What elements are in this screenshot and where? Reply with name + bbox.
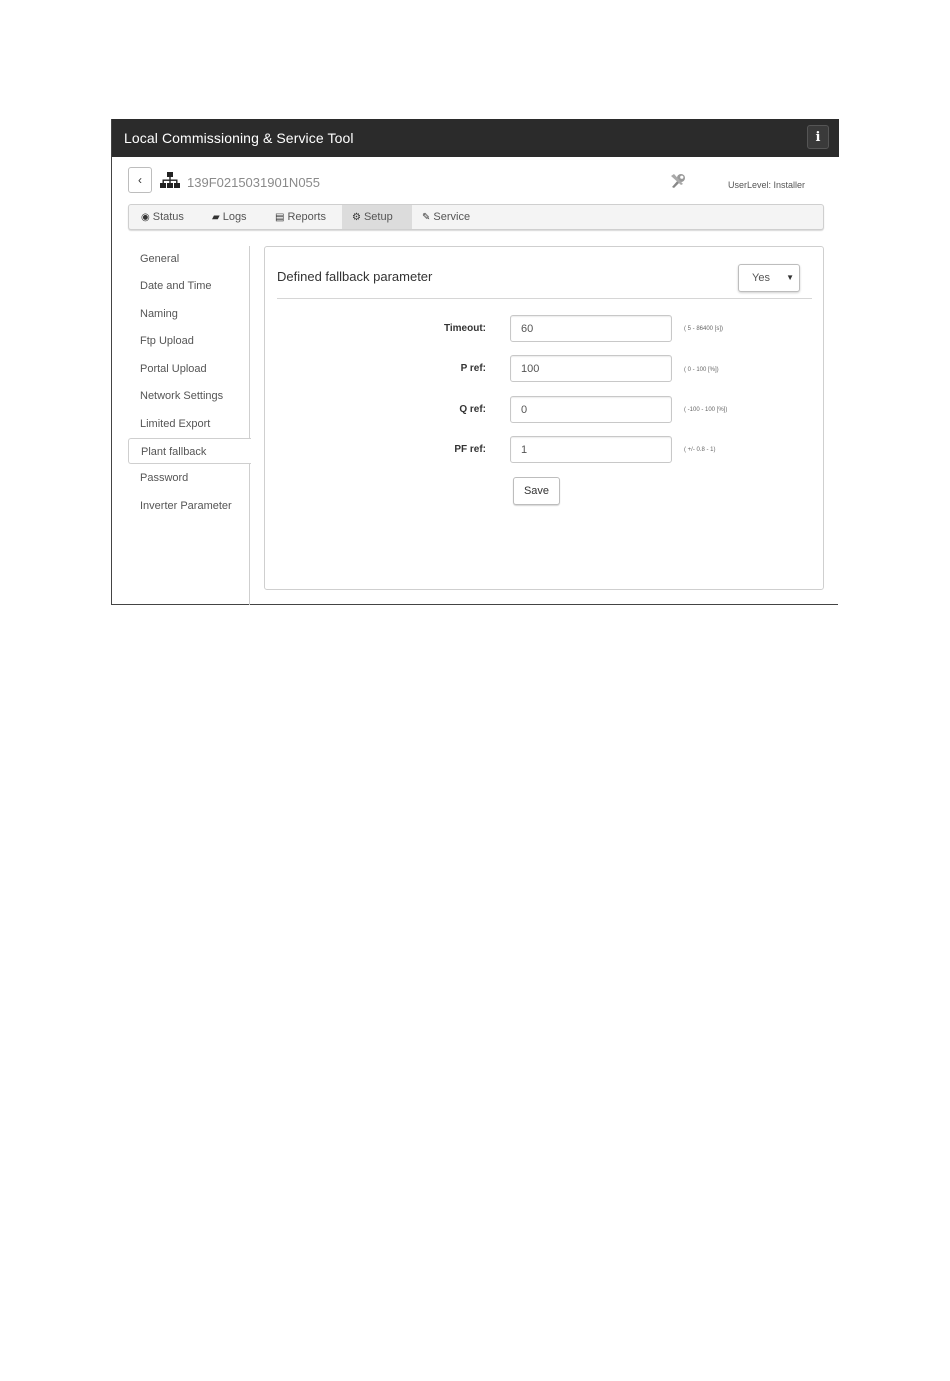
fallback-panel	[264, 246, 824, 590]
tab-label: Service	[433, 211, 471, 223]
p-ref-input[interactable]	[510, 355, 672, 382]
info-button[interactable]: i	[807, 125, 829, 149]
tools-icon[interactable]	[669, 173, 687, 189]
sidebar-item-password[interactable]: Password	[140, 472, 189, 484]
panel-title: Defined fallback parameter	[277, 269, 433, 284]
tab-logs[interactable]	[202, 205, 257, 229]
pf-ref-label: PF ref:	[454, 444, 486, 455]
tab-reports[interactable]	[265, 205, 336, 229]
wrench-icon: ✎	[422, 212, 431, 223]
panel-divider	[277, 298, 812, 299]
tab-label: Logs	[222, 211, 247, 223]
sidebar-item-general[interactable]: General	[140, 253, 180, 265]
select-value: Yes	[752, 272, 770, 284]
fallback-enabled-select[interactable]	[738, 264, 800, 292]
tab-label: Status	[152, 211, 184, 223]
tab-label: Setup	[363, 211, 393, 223]
back-button[interactable]: ‹	[128, 167, 152, 193]
sidebar-item-naming[interactable]: Naming	[140, 308, 178, 320]
tab-setup[interactable]	[342, 205, 412, 229]
sidebar-item-limited-export[interactable]: Limited Export	[140, 418, 211, 430]
book-icon: ▰	[212, 212, 220, 223]
pf-ref-input[interactable]	[510, 436, 672, 463]
sidebar-item-inverter-parameter[interactable]: Inverter Parameter	[140, 500, 232, 512]
sitemap-icon	[160, 172, 180, 189]
setup-sidebar	[128, 246, 250, 605]
pf-ref-hint: ( +/- 0.8 - 1)	[684, 447, 716, 453]
sidebar-item-portal-upload[interactable]: Portal Upload	[140, 363, 207, 375]
title-bar	[112, 119, 839, 157]
tab-label: Reports	[287, 211, 326, 223]
eye-icon: ◉	[141, 212, 150, 223]
timeout-hint: ( 5 - 86400 [s])	[684, 326, 724, 332]
q-ref-label: Q ref:	[459, 404, 486, 415]
document-icon: ▤	[275, 212, 285, 223]
q-ref-hint: ( -100 - 100 [%])	[684, 407, 728, 413]
gears-icon: ⚙	[352, 212, 361, 223]
tab-service[interactable]	[412, 205, 480, 229]
sidebar-item-ftp-upload[interactable]: Ftp Upload	[140, 335, 194, 347]
p-ref-hint: ( 0 - 100 [%])	[684, 367, 719, 373]
timeout-input[interactable]	[510, 315, 672, 342]
app-title: Local Commissioning & Service Tool	[124, 130, 354, 146]
main-tabs	[128, 204, 824, 230]
caret-down-icon: ▼	[786, 273, 794, 282]
device-header	[128, 167, 822, 195]
device-id: 139F0215031901N055	[187, 175, 321, 190]
timeout-label: Timeout:	[443, 323, 486, 334]
sidebar-item-plant-fallback[interactable]: Plant fallback	[128, 438, 251, 464]
p-ref-label: P ref:	[460, 363, 486, 374]
user-level-label: UserLevel: Installer	[728, 180, 806, 190]
save-button[interactable]: Save	[513, 477, 560, 505]
q-ref-input[interactable]	[510, 396, 672, 423]
tab-status[interactable]	[131, 205, 194, 229]
app-window	[111, 119, 838, 605]
sidebar-item-network-settings[interactable]: Network Settings	[140, 390, 224, 402]
sidebar-item-date-and-time[interactable]: Date and Time	[140, 280, 212, 292]
